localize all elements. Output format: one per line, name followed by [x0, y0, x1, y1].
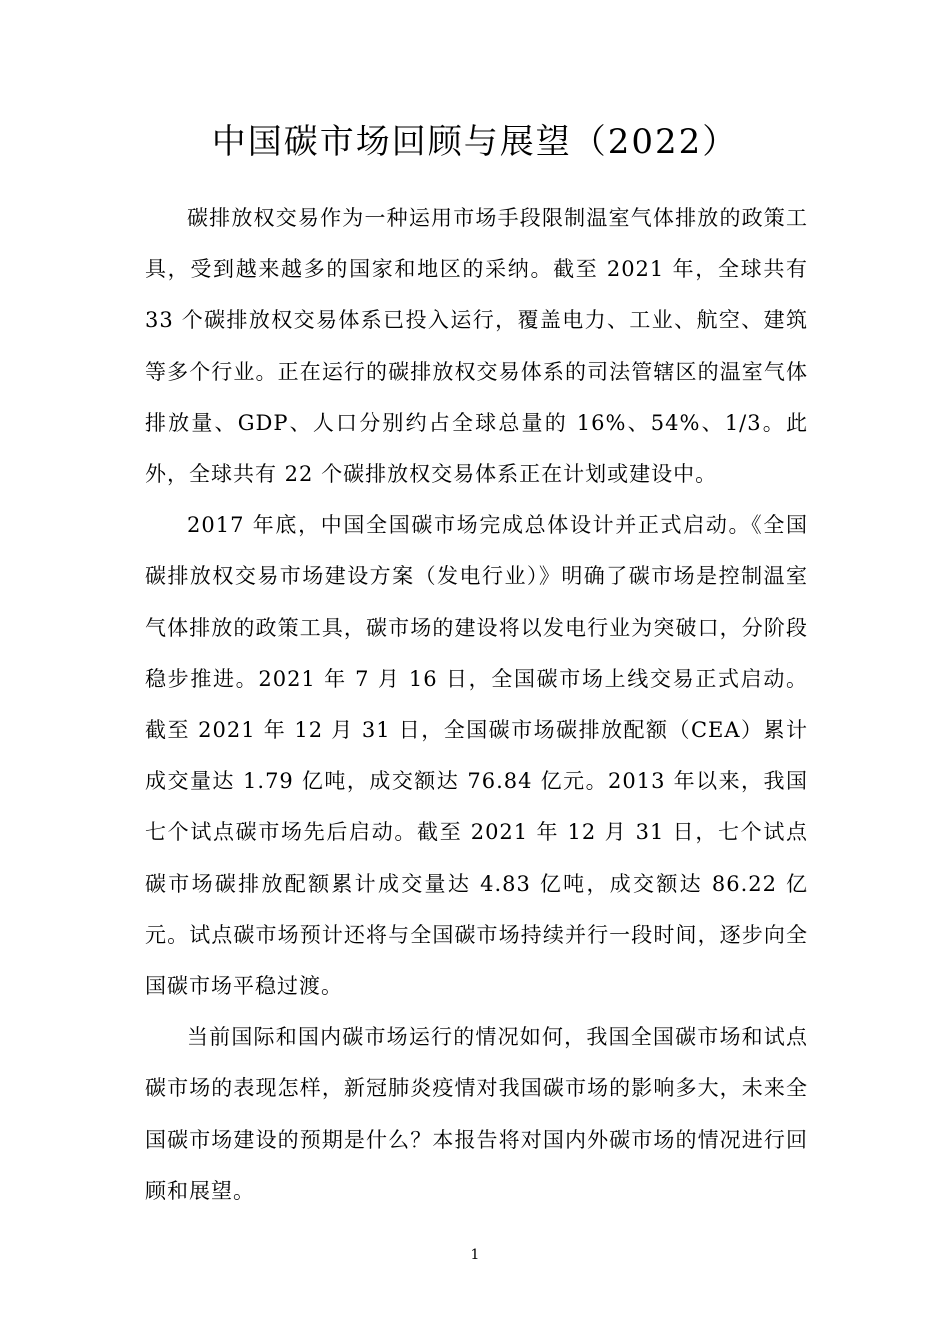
page-number: 1: [470, 1247, 480, 1263]
document-title: 中国碳市场回顾与展望（2022）: [211, 122, 739, 162]
paragraph-china-national-market: 2017 年底，中国全国碳市场完成总体设计并正式启动。《全国碳排放权交易市场建设方案（发电行业）》明确了碳市场是控制温室气体排放的政策工具，碳市场的建设将以发电行业为突破口，分阶段稳步推进。2021 年 7 月 16 日，全国碳市场上线交易正式启动。截至 2021 年 12 月 31 日，全国碳市场碳排放配额（CEA）累计成交量达 1.79 亿吨，成交额达 76.84 亿元。2013 年以来，我国七个试点碳市场先后启动。截至 2021 年 12 月 31 日，七个试点碳市场碳排放配额累计成交量达 4.83 亿吨，成交额达 86.22 亿元。试点碳市场预计还将与全国碳市场持续并行一段时间，逐步向全国碳市场平稳过渡。: [145, 513, 808, 999]
paragraph-report-scope: 当前国际和国内碳市场运行的情况如何，我国全国碳市场和试点碳市场的表现怎样，新冠肺炎疫情对我国碳市场的影响多大，未来全国碳市场建设的预期是什么？本报告将对国内外碳市场的情况进行回顾和展望。: [145, 1025, 808, 1203]
paragraph-global-ets: 碳排放权交易作为一种运用市场手段限制温室气体排放的政策工具，受到越来越多的国家和地区的采纳。截至 2021 年，全球共有 33 个碳排放权交易体系已投入运行，覆盖电力、工业、航空、建筑等多个行业。正在运行的碳排放权交易体系的司法管辖区的温室气体排放量、GDP、人口分别约占全球总量的 16%、54%、1/3。此外，全球共有 22 个碳排放权交易体系正在计划或建设中。: [145, 206, 808, 487]
document-body: [145, 193, 808, 1217]
